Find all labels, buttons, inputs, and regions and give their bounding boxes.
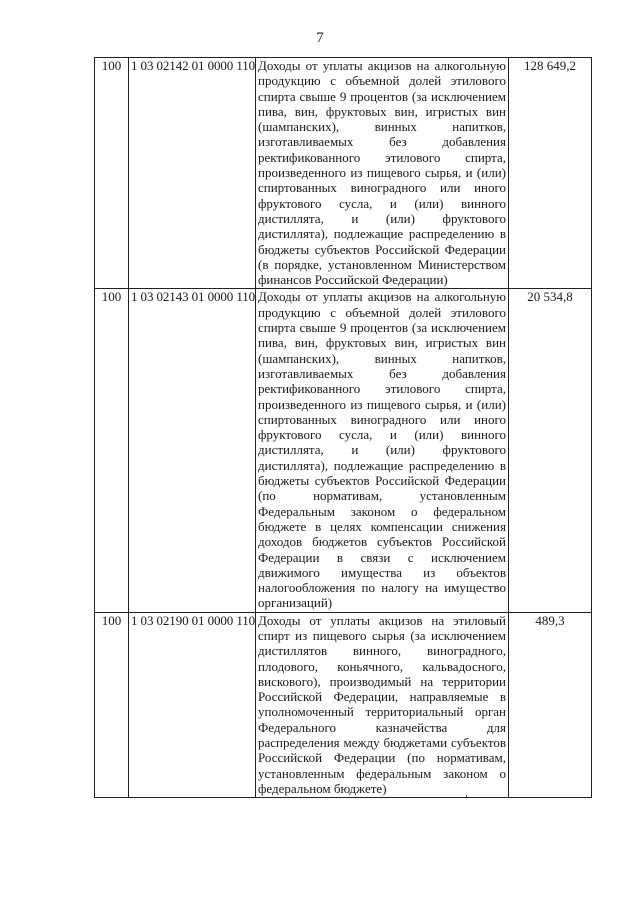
budget-classification-code-cell: 1 03 02190 01 0000 110: [129, 612, 256, 798]
budget-classification-code-cell: 1 03 02142 01 0000 110: [129, 58, 256, 289]
revenue-table: [94, 57, 592, 798]
admin-code-cell: 100: [95, 612, 129, 798]
revenue-name-cell: Доходы от уплаты акцизов на алкогольную продукцию с объемной долей этилового спирта свыше 9 процентов (за исключением пива, вин, фруктовых вин, игристых вин (шампанских), винных напитков, изготавливаемых без добавления ректификованного этилового спирта, произведенного из пищевого сырья, и (или) спиртованных виноградного или иного фруктового сусла, и (или) винного дистиллята, и (или) фруктового дистиллята), подлежащие распределению в бюджеты субъектов Российской Федерации (в порядке, установленном Министерством финансов Российской Федерации): [256, 58, 509, 289]
admin-code-cell: 100: [95, 58, 129, 289]
amount-cell: 489,3: [509, 612, 592, 798]
page-number: 7: [316, 30, 324, 46]
amount-cell: 20 534,8: [509, 289, 592, 612]
revenue-name-cell: Доходы от уплаты акцизов на алкогольную продукцию с объемной долей этилового спирта свыше 9 процентов (за исключением пива, вин, фруктовых вин, игристых вин (шампанских), винных напитков, изготавливаемых без добавления ректификованного этилового спирта, произведенного из пищевого сырья, и (или) спиртованных виноградного или иного фруктового сусла, и (или) винного дистиллята, и (или) фруктового дистиллята), подлежащие распределению в бюджеты субъектов Российской Федерации (по нормативам, установленным Федеральным законом о федеральном бюджете в целях компенсации снижения доходов бюджетов субъектов Российской Федерации в связи с исключением движимого имущества из объектов налогообложения по налогу на имущество организаций): [256, 289, 509, 612]
admin-code-cell: 100: [95, 289, 129, 612]
table-row: [95, 289, 592, 612]
amount-cell: 128 649,2: [509, 58, 592, 289]
table-row: [95, 58, 592, 289]
table-row: [95, 612, 592, 798]
budget-classification-code-cell: 1 03 02143 01 0000 110: [129, 289, 256, 612]
scan-speck: [466, 795, 467, 797]
revenue-name-cell: Доходы от уплаты акцизов на этиловый спирт из пищевого сырья (за исключением дистиллятов винного, виноградного, плодового, коньячного, кальвадосного, вискового), производимый на территории Российской Федерации, направляемые в уполномоченный территориальный орган Федерального казначейства для распределения между бюджетами субъектов Российской Федерации (по нормативам, установленным федеральным законом о федеральном бюджете): [256, 612, 509, 798]
